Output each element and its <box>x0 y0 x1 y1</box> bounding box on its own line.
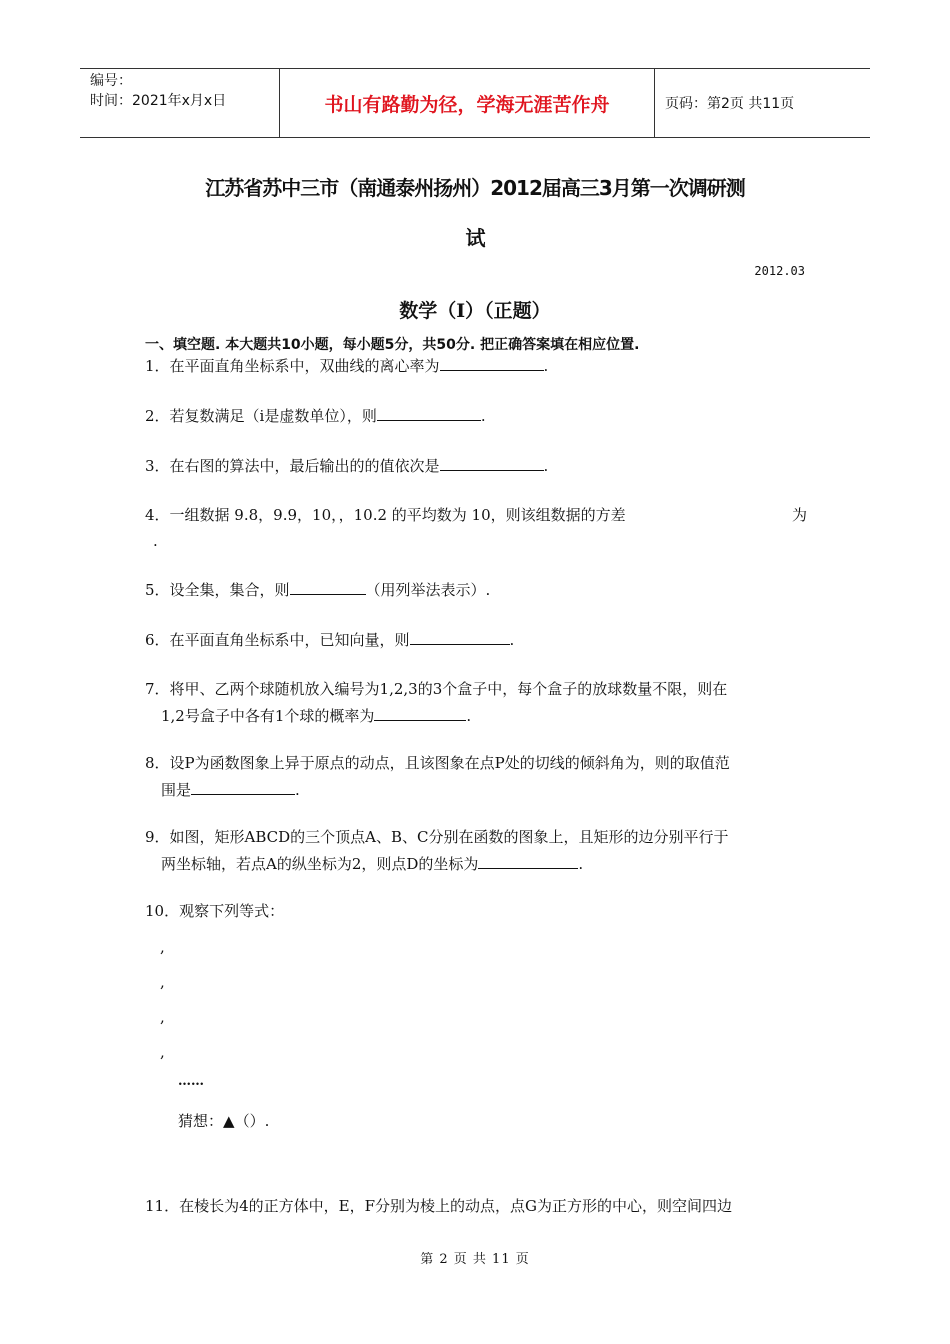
question-7-end: . <box>466 707 472 725</box>
triangle-icon: ▲ <box>223 1112 235 1130</box>
answer-blank <box>478 850 578 869</box>
header-page-label: 页码：第2页 共11页 <box>665 96 795 112</box>
answer-blank <box>377 402 481 421</box>
question-1-text: 1．在平面直角坐标系中，双曲线的离心率为 <box>145 357 440 375</box>
question-3-end: . <box>543 457 549 475</box>
answer-blank <box>410 626 510 645</box>
ellipsis: …… <box>178 1074 204 1089</box>
question-8-line1: 8．设P为函数图象上异于原点的动点，且该图象在点P处的切线的倾斜角为，则的取值范 <box>145 754 730 772</box>
document-title-line1: 江苏省苏中三市（南通泰州扬州）2012届高三3月第一次调研测 <box>205 176 745 200</box>
equation-line-4: , <box>160 1043 165 1061</box>
guess-line <box>178 1110 269 1131</box>
question-1-end: . <box>543 357 549 375</box>
question-1 <box>145 352 807 379</box>
question-8-line2: 围是 <box>161 781 192 799</box>
document-subtitle: 数学（I）（正题） <box>399 300 551 322</box>
header-id-label: 编号： <box>90 73 132 89</box>
question-8 <box>145 750 807 803</box>
question-9-line2: 两坐标轴，若点A的纵坐标为2，则点D的坐标为 <box>161 855 479 873</box>
question-4-word: 为 <box>791 506 807 524</box>
question-5-text: 5．设全集，集合，则 <box>145 581 290 599</box>
question-2 <box>145 402 807 429</box>
question-5-after: （用列举法表示）. <box>365 581 491 599</box>
question-7-line2: 1,2号盒子中各有1个球的概率为 <box>161 707 375 725</box>
question-11-text: 11．在棱长为4的正方体中，E，F分别为棱上的动点，点G为正方形的中心，则空间四边 <box>145 1197 732 1215</box>
answer-blank <box>290 576 366 595</box>
question-2-end: . <box>480 407 486 425</box>
question-3 <box>145 452 807 479</box>
question-10 <box>145 898 807 924</box>
question-5 <box>145 576 807 603</box>
question-2-text: 2．若复数满足（i是虚数单位），则 <box>145 407 377 425</box>
question-6 <box>145 626 807 653</box>
equation-line-2: , <box>160 973 165 991</box>
document-title-line2: 试 <box>465 226 485 250</box>
document-date: 2012.03 <box>754 264 805 278</box>
equation-line-3: , <box>160 1008 165 1026</box>
question-9-end: . <box>578 855 584 873</box>
question-4-end: . <box>153 532 158 550</box>
guess-label: 猜想： <box>178 1112 224 1130</box>
section-heading: 一、填空题. 本大题共10小题，每小题5分，共50分. 把正确答案填在相应位置. <box>145 337 640 353</box>
question-8-end: . <box>295 781 300 799</box>
page-footer: 第 2 页 共 11 页 <box>420 1252 530 1267</box>
answer-blank <box>191 776 295 795</box>
question-7-line1: 7．将甲、乙两个球随机放入编号为1,2,3的3个盒子中，每个盒子的放球数量不限，则在 <box>145 680 728 698</box>
header-motto: 书山有路勤为径，学海无涯苦作舟 <box>280 69 655 137</box>
guess-end: （）. <box>234 1112 270 1130</box>
question-6-end: . <box>509 631 515 649</box>
question-9-line1: 9．如图，矩形ABCD的三个顶点A、B、C分别在函数的图象上，且矩形的边分别平行于 <box>145 828 729 846</box>
question-4-text: 4．一组数据 9.8，9.9，10，，10.2 的平均数为 10，则该组数据的方差 <box>145 506 626 524</box>
question-6-text: 6．在平面直角坐标系中，已知向量，则 <box>145 631 410 649</box>
answer-blank <box>440 352 544 371</box>
question-10-text: 10．观察下列等式： <box>145 902 285 920</box>
answer-blank <box>374 702 466 721</box>
answer-blank <box>440 452 544 471</box>
question-3-text: 3．在右图的算法中，最后输出的的值依次是 <box>145 457 440 475</box>
header-meta <box>80 69 280 137</box>
header-time-label: 时间：2021年x月x日 <box>90 93 227 109</box>
page-header <box>80 68 870 138</box>
question-9 <box>145 824 807 877</box>
question-11 <box>145 1193 807 1219</box>
question-7 <box>145 676 807 729</box>
equation-line-1: , <box>160 938 165 956</box>
question-4 <box>145 502 807 554</box>
guess-blank <box>223 1112 235 1130</box>
